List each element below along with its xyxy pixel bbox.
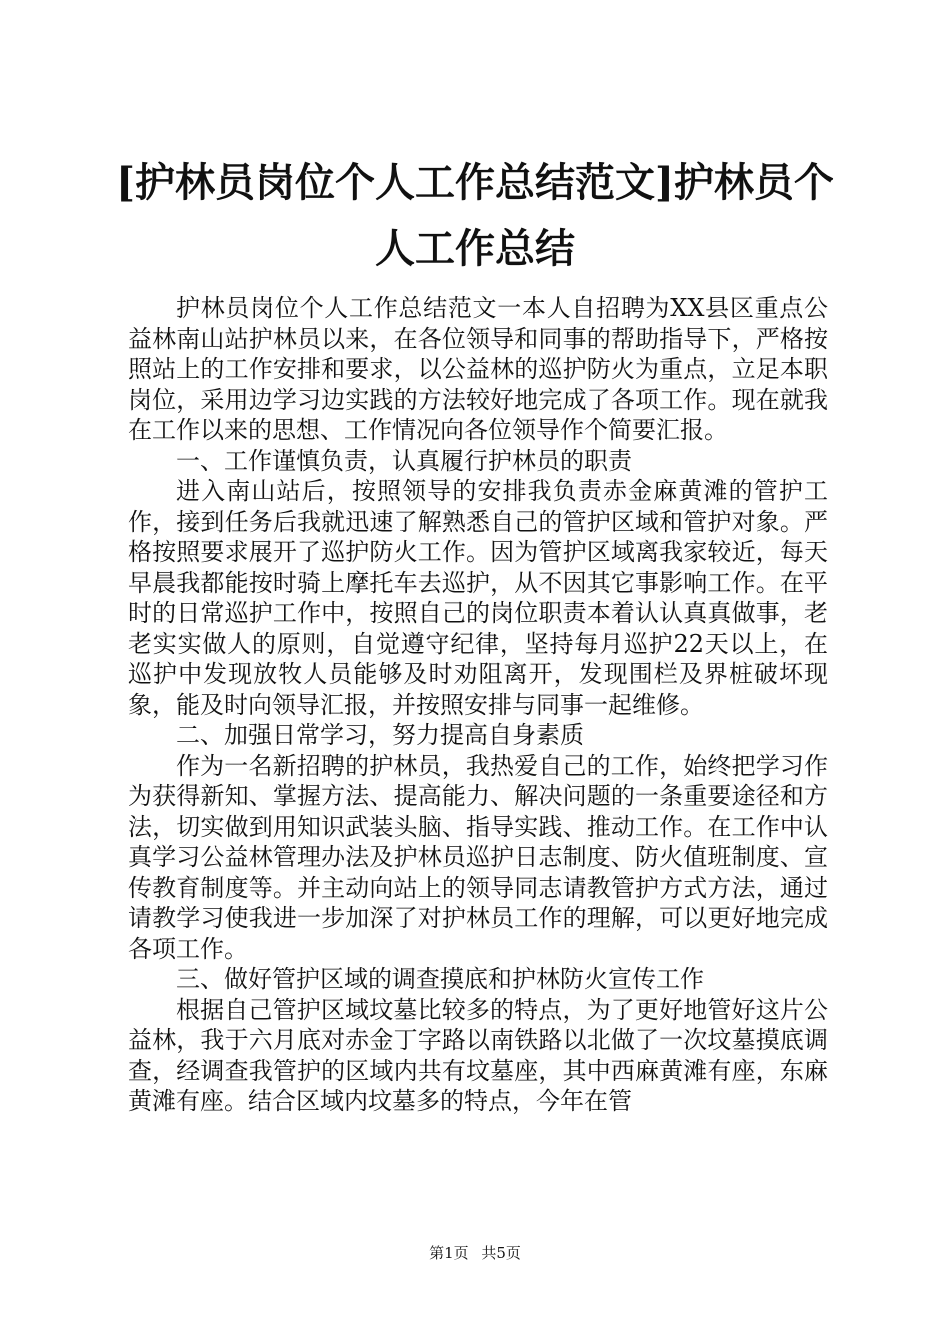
paragraph-section-1: 进入南山站后，按照领导的安排我负责赤金麻黄滩的管护工作，接到任务后我就迅速了解熟悉自己的管护区域和管护对象。严格按照要求展开了巡护防火工作。因为管护区域离我家较近，每天早晨我都能按时骑上摩托车去巡护，从不因其它事影响工作。在平时的日常巡护工作中，按照自己的岗位职责本着认认真真做事，老老实实做人的原则，自觉遵守纪律，坚持每月巡护22天以上，在巡护中发现放牧人员能够及时劝阻离开，发现围栏及界桩破坏现象，能及时向领导汇报，并按照安排与同事一起维修。 xyxy=(128,477,828,719)
page-footer xyxy=(0,1243,950,1263)
paragraph-section-2: 作为一名新招聘的护林员，我热爱自己的工作，始终把学习作为获得新知、掌握方法、提高能力、解决问题的一条重要途径和方法，切实做到用知识武装头脑、指导实践、推动工作。在工作中认真学习公益林管理办法及护林员巡护日志制度、防火值班制度、宣传教育制度等。并主动向站上的领导同志请教管护方式方法，通过请教学习使我进一步加深了对护林员工作的理解，可以更好地完成各项工作。 xyxy=(128,751,828,963)
page-number: 第1页 xyxy=(429,1244,469,1262)
paragraph-section-3: 根据自己管护区域坟墓比较多的特点，为了更好地管好这片公益林，我于六月底对赤金丁字路以南铁路以北做了一次坟墓摸底调查，经调查我管护的区域内共有坟墓座，其中西麻黄滩有座，东麻黄滩有座。结合区域内坟墓多的特点，今年在管 xyxy=(128,995,828,1115)
document-title: [护林员岗位个人工作总结范文]护林员个人工作总结 xyxy=(116,159,834,272)
page-total: 共5页 xyxy=(481,1244,521,1262)
section-heading-3: 三、做好管护区域的调查摸底和护林防火宣传工作 xyxy=(176,965,704,993)
section-heading-1: 一、工作谨慎负责，认真履行护林员的职责 xyxy=(176,446,632,475)
document-body xyxy=(128,293,828,1117)
paragraph-intro: 护林员岗位个人工作总结范文一本人自招聘为XX县区重点公益林南山站护林员以来，在各位领导和同事的帮助指导下，严格按照站上的工作安排和要求，以公益林的巡护防火为重点，立足本职岗位，采用边学习边实践的方法较好地完成了各项工作。现在就我在工作以来的思想、工作情况向各位领导作个简要汇报。 xyxy=(128,294,828,444)
section-heading-2: 二、加强日常学习，努力提高自身素质 xyxy=(176,721,584,749)
